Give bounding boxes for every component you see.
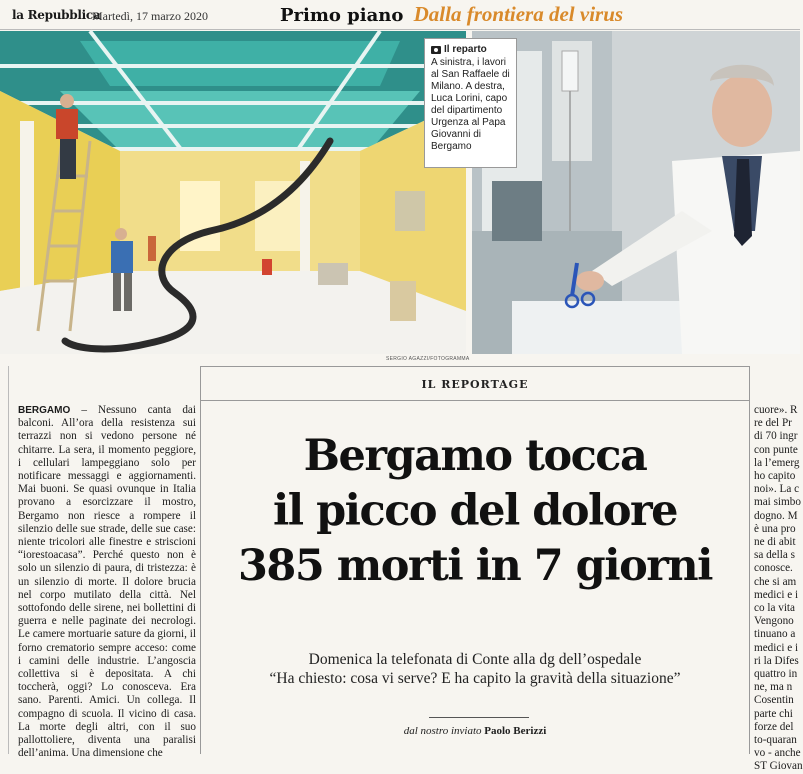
kicker-rule [201, 400, 749, 401]
headline-line: il picco del dolore [272, 486, 678, 536]
body-line-right: con punte [754, 443, 798, 456]
article-body-left [18, 404, 196, 760]
body-line-right: la l’emerg [754, 456, 800, 469]
body-line-right: ne, ma n [754, 681, 793, 694]
kicker: IL REPORTAGE [421, 378, 529, 391]
body-line-right: quattro in [754, 668, 798, 681]
section-title [280, 2, 623, 27]
photo-caption [424, 38, 517, 168]
dateline: BERGAMO [18, 405, 71, 416]
body-line-right: forze del [754, 720, 794, 733]
body-line-right: ST Giovan [754, 760, 803, 773]
body-line-right: tinuano a [754, 628, 796, 641]
body-line-right: ri la Difes [754, 654, 799, 667]
body-line-right: conosce. [754, 562, 793, 575]
masthead: la Repubblica [12, 8, 101, 22]
body-line-right: co la vita [754, 602, 796, 615]
body-line-right: vo - anche [754, 747, 801, 760]
body-line-right: ho capito [754, 470, 796, 483]
column-rule [8, 366, 9, 754]
body-line-right: cuore». R [754, 404, 798, 416]
body-line-right: ne di abit [754, 536, 796, 549]
body-line-right: è una pro [754, 522, 796, 535]
caption-text: A sinistra, i lavori al San Raffaele di Milano. A destra, Luca Lorini, capo del dipartimento Urgenza al Papa Giovanni di Bergamo [431, 57, 510, 152]
body-line-right: sa della s [754, 549, 796, 562]
author-name: Paolo Berizzi [484, 725, 547, 737]
caption-title: Il reparto [444, 44, 487, 55]
body-line-right: medici e i [754, 641, 799, 654]
subhead-line: Domenica la telefonata di Conte alla dg dell’ospedale [308, 651, 642, 668]
subheadline [201, 650, 749, 688]
body-line-right: Vengono [754, 615, 794, 628]
body-line-right: noi». La c [754, 483, 800, 496]
headline [201, 429, 749, 594]
body-line-right: re del Pr [754, 417, 792, 430]
body-text-left: – Nessuno canta dai balconi. All’ora della resistenza sui terrazzi non si vedono persone né chitarre. La sera, il momento peggiore, i cellulari lampeggiano solo per notificare messaggi e aggiornamenti. Mai buoni. Se quasi ovunque in Italia provano a esorcizzare il mostro, Bergamo non riesce a rompere il silenzio delle sue strade, delle sue case: niente tricolori alle finestre e striscioni “iorestoacasa”. Perché questo non è solo un silenzio di paura, di tristezza: è un silenzio di morte. Il dolore brucia nel corpo mutilato della città. Nel sottofondo delle sirene, nei bollettini di guerra e nelle paginate dei necrologi. Le camere mortuarie sature da giorni, il forno crematorio sempre acceso: come i camini delle industrie. L’angoscia collettiva si è depositata. A chi toccherà, oggi? Lo conosceva. Era sano. Parenti. Amici. Un collega. Il compagno di scuola. Il vicino di casa. La morte degli altri, con il suo pallottoliere, diventa una paralisi dell’anima. Una dimensione che [18, 404, 196, 760]
headline-line: 385 morti in 7 giorni [237, 541, 713, 591]
byline-prefix: dal nostro inviato [403, 725, 482, 737]
subhead-line: “Ha chiesto: cosa vi serve? E ha capito la gravità della situazione” [269, 670, 681, 687]
photo-doctor-icu [472, 31, 800, 354]
byline [201, 725, 749, 737]
body-line-right: to-quaran [754, 734, 797, 747]
headline-line: Bergamo tocca [303, 431, 647, 481]
body-line-right: Cosentin [754, 694, 794, 707]
body-line-right: mai simbo [754, 496, 801, 509]
body-line-right: dogno. M [754, 509, 798, 522]
doctor-illustration [472, 31, 800, 354]
photo-construction-site [0, 31, 466, 354]
body-line-right: di 70 ingr [754, 430, 798, 443]
camera-icon [431, 46, 441, 54]
section-name: Primo piano [280, 5, 404, 26]
byline-rule [429, 717, 529, 718]
body-line-right: che si am [754, 575, 797, 588]
construction-illustration [0, 31, 466, 354]
body-line-right: parte chi [754, 707, 793, 720]
body-line-right: medici e i [754, 588, 799, 601]
article-body-right [754, 404, 803, 774]
photo-credit: SERGIO AGAZZI/FOTOGRAMMA [386, 356, 470, 362]
page-header [0, 0, 800, 30]
issue-date: Martedì, 17 marzo 2020 [92, 9, 208, 23]
section-subtitle: Dalla frontiera del virus [413, 2, 624, 26]
headline-box [200, 366, 750, 754]
